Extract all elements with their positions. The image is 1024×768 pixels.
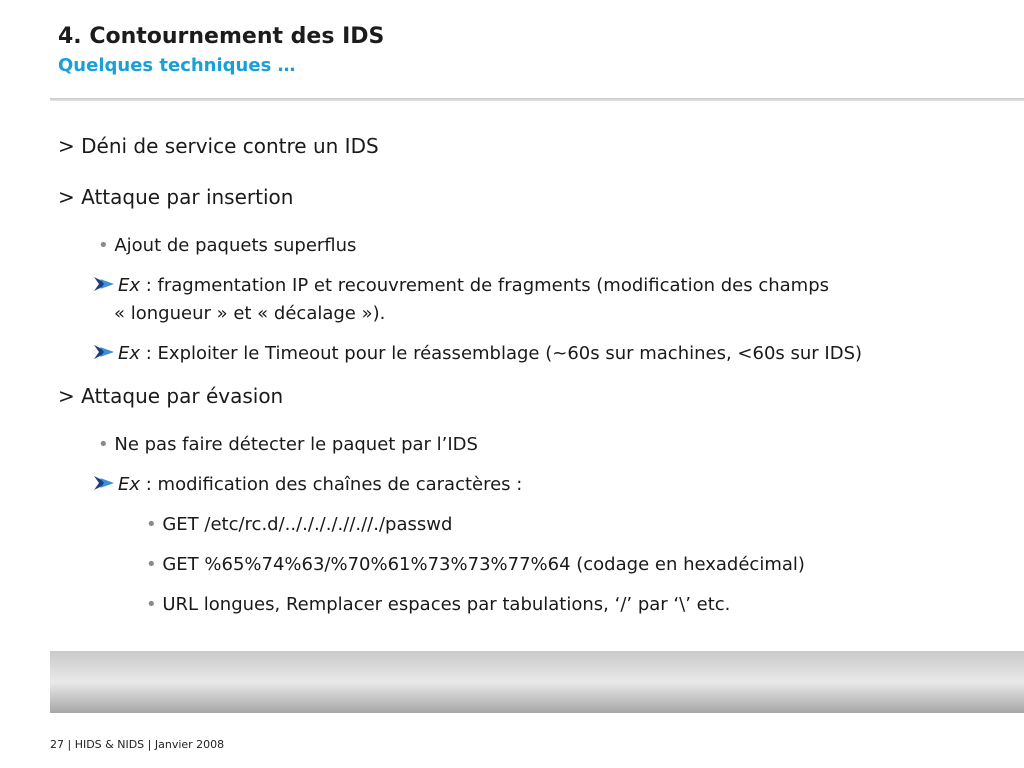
footer-band [50, 651, 1024, 713]
bullet-text: Ajout de paquets superflus [114, 235, 357, 256]
arrow-bullet-icon [94, 276, 116, 292]
bullet-marker: • [146, 554, 157, 575]
ex-label: Ex [118, 343, 141, 364]
sub-bullet-hex [146, 554, 805, 575]
arrow-bullet-icon [94, 475, 116, 491]
example-text: : fragmentation IP et recouvrement de fragments (modification des champs [140, 275, 830, 296]
example-timeout [94, 343, 862, 364]
sub-bullet-text: GET %65%74%63/%70%61%73%73%77%64 (codage en hexadécimal) [162, 554, 805, 575]
item-attaque-insertion: > Attaque par insertion [58, 185, 294, 209]
example-chaines [94, 474, 522, 495]
sub-bullet-url [146, 594, 730, 615]
ex-label: Ex [118, 275, 141, 296]
bullet-marker: • [146, 514, 157, 535]
example-text: : modification des chaînes de caractères : [140, 474, 523, 495]
footer-text: 27 | HIDS & NIDS | Janvier 2008 [50, 738, 225, 751]
bullet-marker: • [98, 434, 109, 455]
item-deni-service: > Déni de service contre un IDS [58, 134, 379, 158]
bullet-text: Ne pas faire détecter le paquet par l’IDS [114, 434, 478, 455]
arrow-bullet-icon [94, 344, 116, 360]
header-divider [50, 98, 1024, 101]
bullet-ne-pas-detecter [98, 434, 478, 455]
item-attaque-evasion: > Attaque par évasion [58, 384, 284, 408]
ex-label: Ex [118, 474, 141, 495]
bullet-marker: • [98, 235, 109, 256]
page-subtitle: Quelques techniques … [58, 55, 296, 76]
sub-bullet-passwd [146, 514, 452, 535]
bullet-marker: • [146, 594, 157, 615]
bullet-ajout-paquets [98, 235, 356, 256]
sub-bullet-text: URL longues, Remplacer espaces par tabulations, ‘/’ par ‘\’ etc. [162, 594, 731, 615]
example-fragmentation [94, 275, 829, 296]
sub-bullet-text: GET /etc/rc.d/../././././/.//./passwd [162, 514, 453, 535]
page-title: 4. Contournement des IDS [58, 24, 385, 49]
example-fragmentation-continuation: « longueur » et « décalage »). [114, 303, 386, 324]
example-text: : Exploiter le Timeout pour le réassemblage (~60s sur machines, <60s sur IDS) [140, 343, 863, 364]
